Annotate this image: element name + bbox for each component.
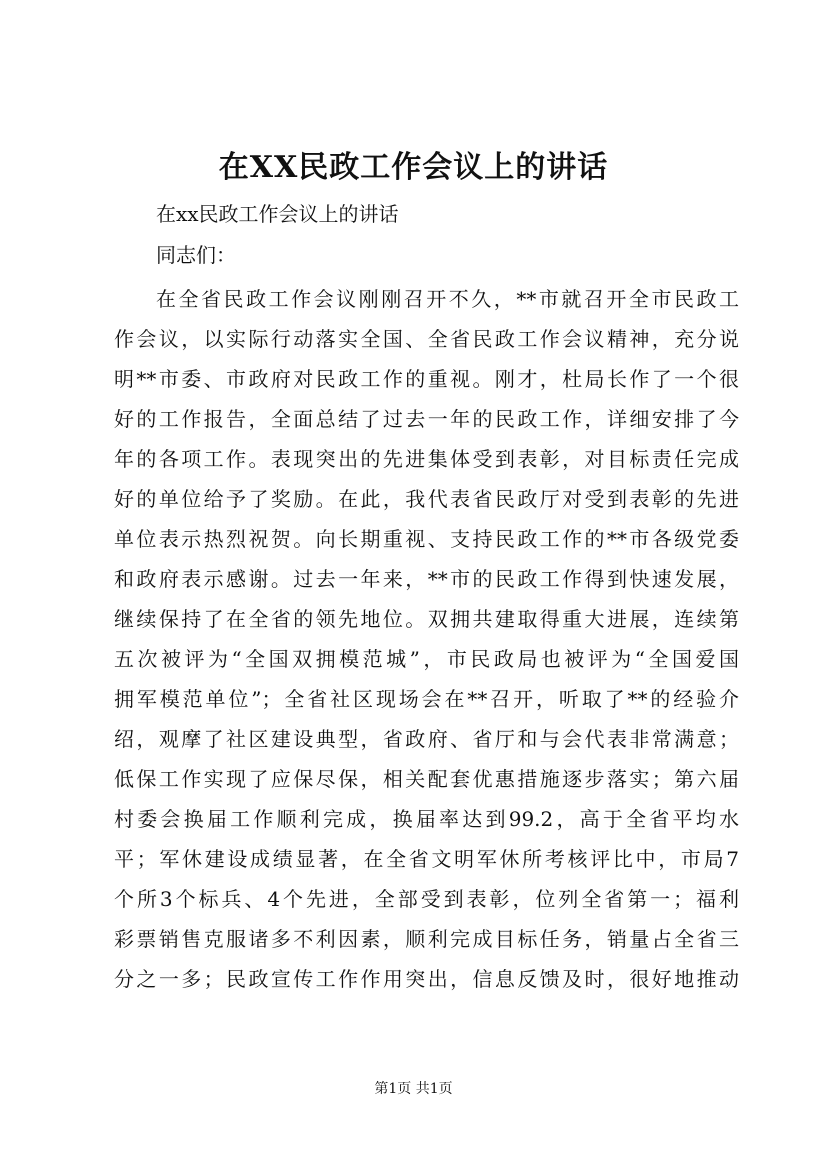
body-line: 个所3个标兵、4个先进，全部受到表彰，位列全省第一；福利 — [114, 887, 739, 911]
body-line: 绍，观摩了社区建设典型，省政府、省厅和与会代表非常满意； — [114, 727, 739, 751]
body-line: 低保工作实现了应保尽保，相关配套优惠措施逐步落实；第六届 — [114, 767, 739, 791]
page-number-footer: 第1页 共1页 — [374, 1081, 453, 1097]
document-subtitle: 在xx民政工作会议上的讲话 — [156, 202, 399, 226]
body-line: 好的工作报告，全面总结了过去一年的民政工作，详细安排了今 — [114, 407, 739, 431]
body-line: 分之一多；民政宣传工作作用突出，信息反馈及时，很好地推动 — [114, 967, 739, 991]
body-line: 继续保持了在全省的领先地位。双拥共建取得重大进展，连续第 — [114, 607, 739, 631]
body-line: 和政府表示感谢。过去一年来，**市的民政工作得到快速发展， — [114, 567, 739, 591]
body-line: 单位表示热烈祝贺。向长期重视、支持民政工作的**市各级党委 — [114, 527, 739, 551]
body-line: 五次被评为“全国双拥模范城”，市民政局也被评为“全国爱国 — [114, 647, 739, 671]
page-title: 在XX民政工作会议上的讲话 — [218, 150, 609, 185]
body-line: 平；军休建设成绩显著，在全省文明军休所考核评比中，市局7 — [114, 847, 739, 871]
body-line: 彩票销售克服诸多不利因素，顺利完成目标任务，销量占全省三 — [114, 927, 739, 951]
body-line: 年的各项工作。表现突出的先进集体受到表彰，对目标责任完成 — [114, 447, 739, 471]
body-line: 明**市委、市政府对民政工作的重视。刚才，杜局长作了一个很 — [114, 367, 739, 391]
body-line: 拥军模范单位”；全省社区现场会在**召开，听取了**的经验介 — [114, 687, 739, 711]
body-line: 村委会换届工作顺利完成，换届率达到99.2，高于全省平均水 — [114, 807, 739, 831]
body-line: 作会议，以实际行动落实全国、全省民政工作会议精神，充分说 — [114, 327, 739, 351]
salutation: 同志们： — [156, 243, 236, 267]
body-line: 好的单位给予了奖励。在此，我代表省民政厅对受到表彰的先进 — [114, 487, 739, 511]
body-line: 在全省民政工作会议刚刚召开不久，**市就召开全市民政工 — [156, 287, 739, 311]
